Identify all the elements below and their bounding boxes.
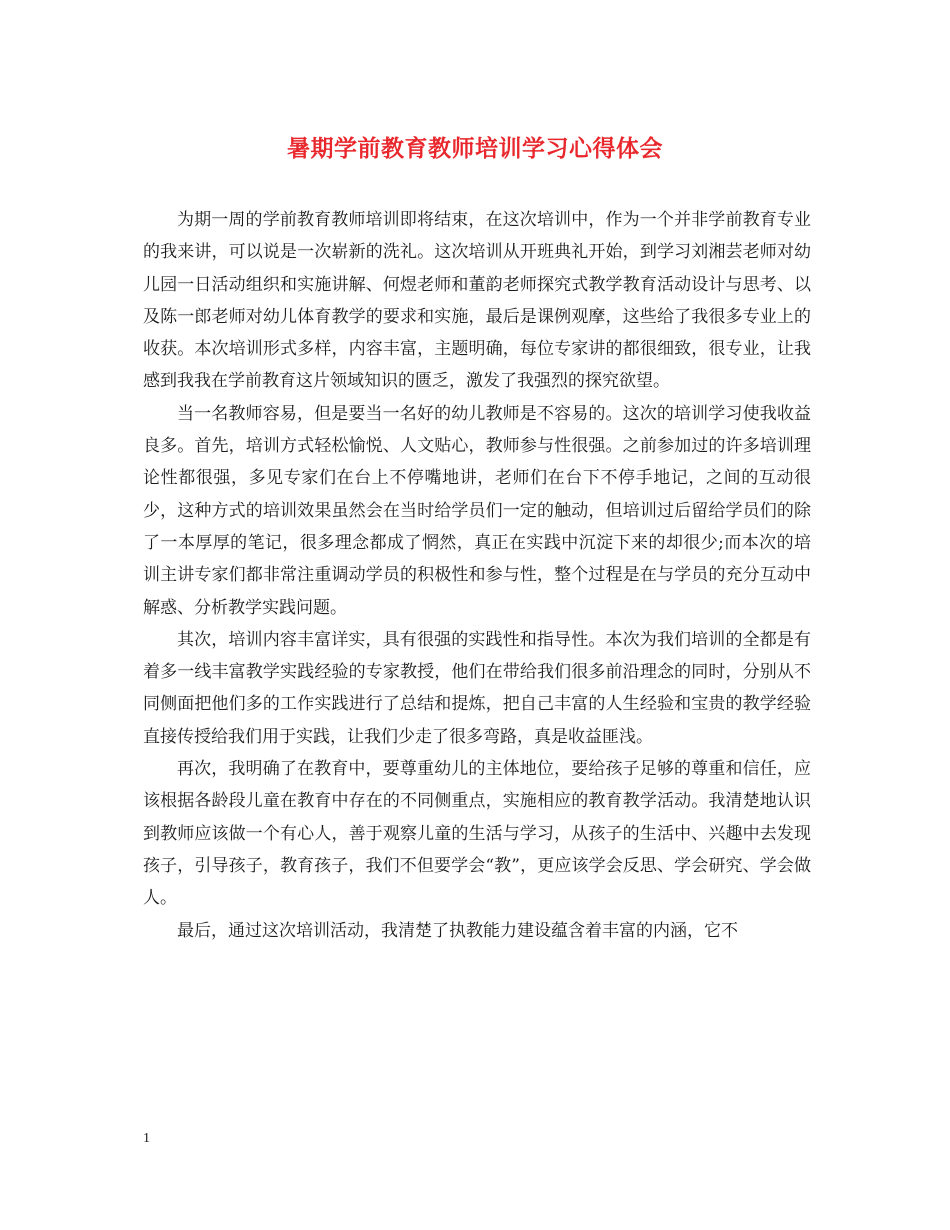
document-body (143, 204, 811, 947)
document-title: 暑期学前教育教师培训学习心得体会 (287, 135, 663, 162)
paragraph: 为期一周的学前教育教师培训即将结束，在这次培训中，作为一个并非学前教育专业的我来讲，可以说是一次崭新的洗礼。这次培训从开班典礼开始，到学习刘湘芸老师对幼儿园一日活动组织和实施讲解、何煜老师和董韵老师探究式教学教育活动设计与思考、以及陈一郎老师对幼儿体育教学的要求和实施，最后是课例观摩，这些给了我很多专业上的收获。本次培训形式多样，内容丰富，主题明确，每位专家讲的都很细致，很专业，让我感到我我在学前教育这片领域知识的匮乏，激发了我强烈的探究欲望。 (143, 210, 811, 392)
paragraph: 当一名教师容易，但是要当一名好的幼儿教师是不容易的。这次的培训学习使我收益良多。首先，培训方式轻松愉悦、人文贴心，教师参与性很强。之前参加过的许多培训理论性都很强，多见专家们在台上不停嘴地讲，老师们在台下不停手地记，之间的互动很少，这种方式的培训效果虽然会在当时给学员们一定的触动，但培训过后留给学员们的除了一本厚厚的笔记，很多理念都成了惘然，真正在实践中沉淀下来的却很少;而本次的培训主讲专家们都非常注重调动学员的积极性和参与性，整个过程是在与学员的充分互动中解惑、分析教学实践问题。 (143, 403, 811, 618)
paragraph: 最后，通过这次培训活动，我清楚了执教能力建设蕴含着丰富的内涵，它不 (177, 920, 738, 941)
page-number: 1 (143, 1131, 150, 1146)
paragraph: 再次，我明确了在教育中，要尊重幼儿的主体地位，要给孩子足够的尊重和信任，应该根据各龄段儿童在教育中存在的不同侧重点，实施相应的教育教学活动。我清楚地认识到教师应该做一个有心人，善于观察儿童的生活与学习，从孩子的生活中、兴趣中去发现孩子，引导孩子，教育孩子，我们不但要学会“教”，更应该学会反思、学会研究、学会做人。 (143, 759, 811, 909)
paragraph: 其次，培训内容丰富详实，具有很强的实践性和指导性。本次为我们培训的全都是有着多一线丰富教学实践经验的专家教授，他们在带给我们很多前沿理念的同时，分别从不同侧面把他们多的工作实践进行了总结和提炼，把自己丰富的人生经验和宝贵的教学经验直接传授给我们用于实践，让我们少走了很多弯路，真是收益匪浅。 (143, 629, 811, 747)
